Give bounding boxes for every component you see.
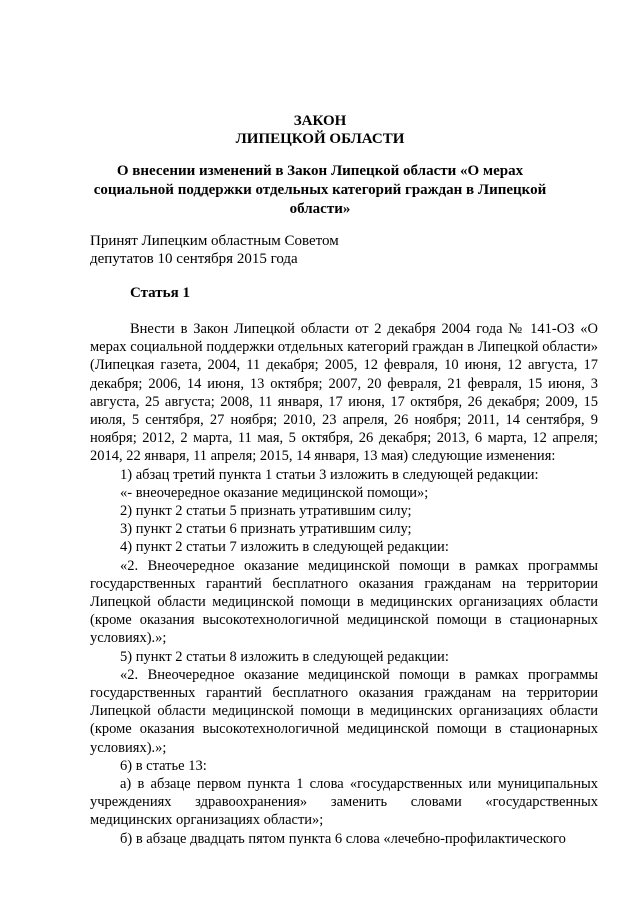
law-subject: О внесении изменений в Закон Липецкой области «О мерах социальной поддержки отдельных категорий граждан в Липецкой области» xyxy=(93,163,547,217)
paragraph-intro: Внести в Закон Липецкой области от 2 декабря 2004 года № 141-ОЗ «О мерах социальной поддержки отдельных категорий граждан в Липецкой области» (Липецкая газета, 2004, 11 декабря; 2005, 12 февраля, 10 июня, 12 августа, 17 декабря; 2006, 14 июня, 13 октября; 2007, 20 февраля, 21 февраля, 15 июня, 3 августа, 25 августа; 2008, 11 января, 17 июня, 17 октября, 26 декабря; 2009, 15 июля, 5 сентября, 27 ноября; 2010, 23 апреля, 26 ноября; 2011, 14 сентября, 9 ноября; 2012, 2 марта, 11 мая, 5 октября, 26 декабря; 2013, 6 марта, 12 апреля; 2014, 22 января, 11 апреля; 2015, 14 января, 13 мая) следующие изменения: xyxy=(90,321,598,465)
adoption-note xyxy=(90,232,339,268)
paragraph-item-5: 5) пункт 2 статьи 8 изложить в следующей редакции: xyxy=(120,648,449,665)
paragraph-item-6b: б) в абзаце двадцать пятом пункта 6 слова «лечебно-профилактического xyxy=(120,830,566,847)
paragraph-item-6: 6) в статье 13: xyxy=(120,757,207,774)
law-region: ЛИПЕЦКОЙ ОБЛАСТИ xyxy=(235,131,405,147)
article-heading: Статья 1 xyxy=(130,285,190,301)
paragraph-quote-1: «- внеочередное оказание медицинской помощи»; xyxy=(120,484,429,501)
paragraph-item-4: 4) пункт 2 статьи 7 изложить в следующей редакции: xyxy=(120,539,449,556)
paragraph-item-3: 3) пункт 2 статьи 6 признать утратившим силу; xyxy=(120,521,412,538)
law-title: ЗАКОН xyxy=(293,113,347,129)
paragraph-quote-4: «2. Внеочередное оказание медицинской помощи в рамках программы государственных гарантий бесплатного оказания гражданам на территории Липецкой области медицинской помощи в медицинских организациях области (кроме оказания высокотехнологичной медицинской помощи в стационарных условиях).»; xyxy=(90,557,598,647)
paragraph-item-2: 2) пункт 2 статьи 5 признать утратившим силу; xyxy=(120,503,412,520)
paragraph-item-1: 1) абзац третий пункта 1 статьи 3 изложить в следующей редакции: xyxy=(120,466,539,483)
paragraph-quote-5: «2. Внеочередное оказание медицинской помощи в рамках программы государственных гарантий бесплатного оказания гражданам на территории Липецкой области медицинской помощи в медицинских организациях области (кроме оказания высокотехнологичной медицинской помощи в стационарных условиях).»; xyxy=(90,666,598,756)
adoption-line-1: Принят Липецким областным Советом xyxy=(90,233,339,249)
paragraph-item-6a: а) в абзаце первом пункта 1 слова «государственных или муниципальных учреждениях здравоохранения» заменить словами «государственных медицинских организациях области»; xyxy=(90,776,598,829)
article-body xyxy=(90,320,598,848)
adoption-line-2: депутатов 10 сентября 2015 года xyxy=(90,251,298,267)
